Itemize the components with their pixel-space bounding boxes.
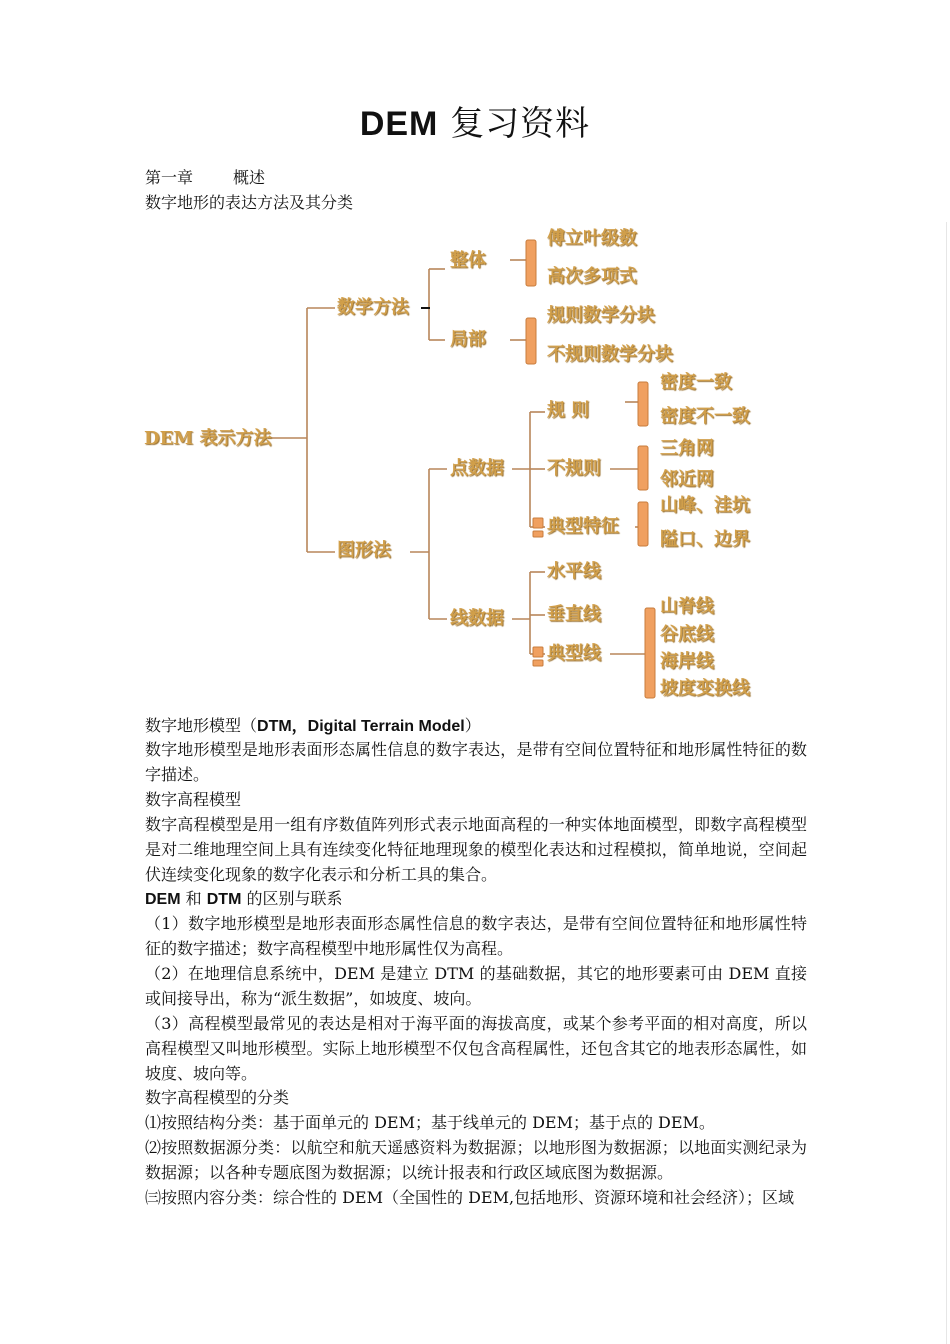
title-latin: DEM [359,105,439,143]
diff-heading [145,887,343,912]
section-heading: 数字地形的表达方法及其分类 [145,193,354,212]
node-regular-block: 规则数学分块 [547,305,655,326]
node-irregular: 不规则 [547,458,601,479]
node-irregular-block: 不规则数学分块 [547,344,673,365]
dem-classification-diagram [140,222,820,712]
node-root: DEM 表示方法 [144,428,272,449]
node-density-diff: 密度不一致 [660,406,750,427]
dtm-heading-suffix: ） [464,716,481,735]
node-fourier: 傅立叶级数 [547,228,637,249]
class-item-2: ⑵按照数据源分类：以航空和航天遥感资料为数据源；以地形图为数据源；以地面实测纪录为数据源；以各种专题底图为数据源；以统计报表和行政区域底图为数据源。 [145,1138,807,1182]
node-horizontal: 水平线 [547,561,601,582]
node-typical-line: 典型线 [547,643,601,664]
diff-heading-dem: DEM [145,891,181,908]
node-vertical: 垂直线 [547,604,601,625]
node-pass-edge: 隘口、边界 [660,529,750,550]
node-local: 局部 [450,329,486,350]
node-slope-change: 坡度变换线 [660,678,750,699]
diff-heading-dtm: DTM [206,891,242,908]
node-point-data: 点数据 [450,458,504,479]
diff-heading-mid: 和 [180,889,207,908]
dem-definition: 数字高程模型是用一组有序数值阵列形式表示地面高程的一种实体地面模型，即数字高程模型是对二维地理空间上具有连续变化特征地理现象的模型化表达和过程模拟，简单地说，空间起伏连续变化现象的数字化表示和分析工具的集合。 [145,815,807,884]
node-tin: 三角网 [660,438,714,459]
node-line-data: 线数据 [450,608,504,629]
node-neighbor: 邻近网 [660,469,714,490]
dtm-heading-prefix: 数字地形模型（ [145,716,258,735]
dtm-definition: 数字地形模型是地形表面形态属性信息的数字表达，是带有空间位置特征和地形属性特征的数字描述。 [145,740,807,784]
document-title [0,102,950,146]
class-heading: 数字高程模型的分类 [145,1088,290,1107]
node-graph-method: 图形法 [337,540,391,561]
node-typical-feature: 典型特征 [547,516,619,537]
dem-heading: 数字高程模型 [145,790,242,809]
node-ridge: 山脊线 [660,596,714,617]
diff-heading-rest: 的区别与联系 [241,889,343,908]
node-math-method: 数学方法 [337,297,409,318]
dtm-heading [145,714,481,739]
node-peak-pit: 山峰、洼坑 [660,495,750,516]
chapter-line [145,166,265,190]
node-polynomial: 高次多项式 [547,266,637,287]
diff-point-2: （2）在地理信息系统中，DEM 是建立 DTM 的基础数据，其它的地形要素可由 DEM 直接或间接导出，称为“派生数据”，如坡度、坡向。 [145,964,807,1008]
node-coast: 海岸线 [660,651,714,672]
chapter-name: 概述 [233,168,266,187]
node-density-same: 密度一致 [660,372,732,393]
class-item-3: ㈢按照内容分类：综合性的 DEM（全国性的 DEM,包括地形、资源环境和社会经济）；区域 [145,1188,795,1207]
diff-point-1: （1）数字地形模型是地形表面形态属性信息的数字表达，是带有空间位置特征和地形属性特征的数字描述；数字高程模型中地形属性仅为高程。 [145,914,807,958]
node-whole: 整体 [450,250,486,271]
diff-point-3: （3）高程模型最常见的表达是相对于海平面的海拔高度，或某个参考平面的相对高度，所以高程模型又叫地形模型。实际上地形模型不仅包含高程属性，还包含其它的地表形态属性，如坡度、坡向等。 [145,1014,807,1083]
node-regular: 规 则 [547,400,590,421]
node-valley: 谷底线 [660,624,714,645]
title-cjk: 复习资料 [450,104,591,144]
dtm-heading-latin: DTM，Digital Terrain Model [257,718,465,735]
class-item-1: ⑴按照结构分类：基于面单元的 DEM；基于线单元的 DEM；基于点的 DEM。 [145,1113,715,1132]
page-edge [946,222,947,1344]
chapter-label: 第一章 [145,168,194,187]
